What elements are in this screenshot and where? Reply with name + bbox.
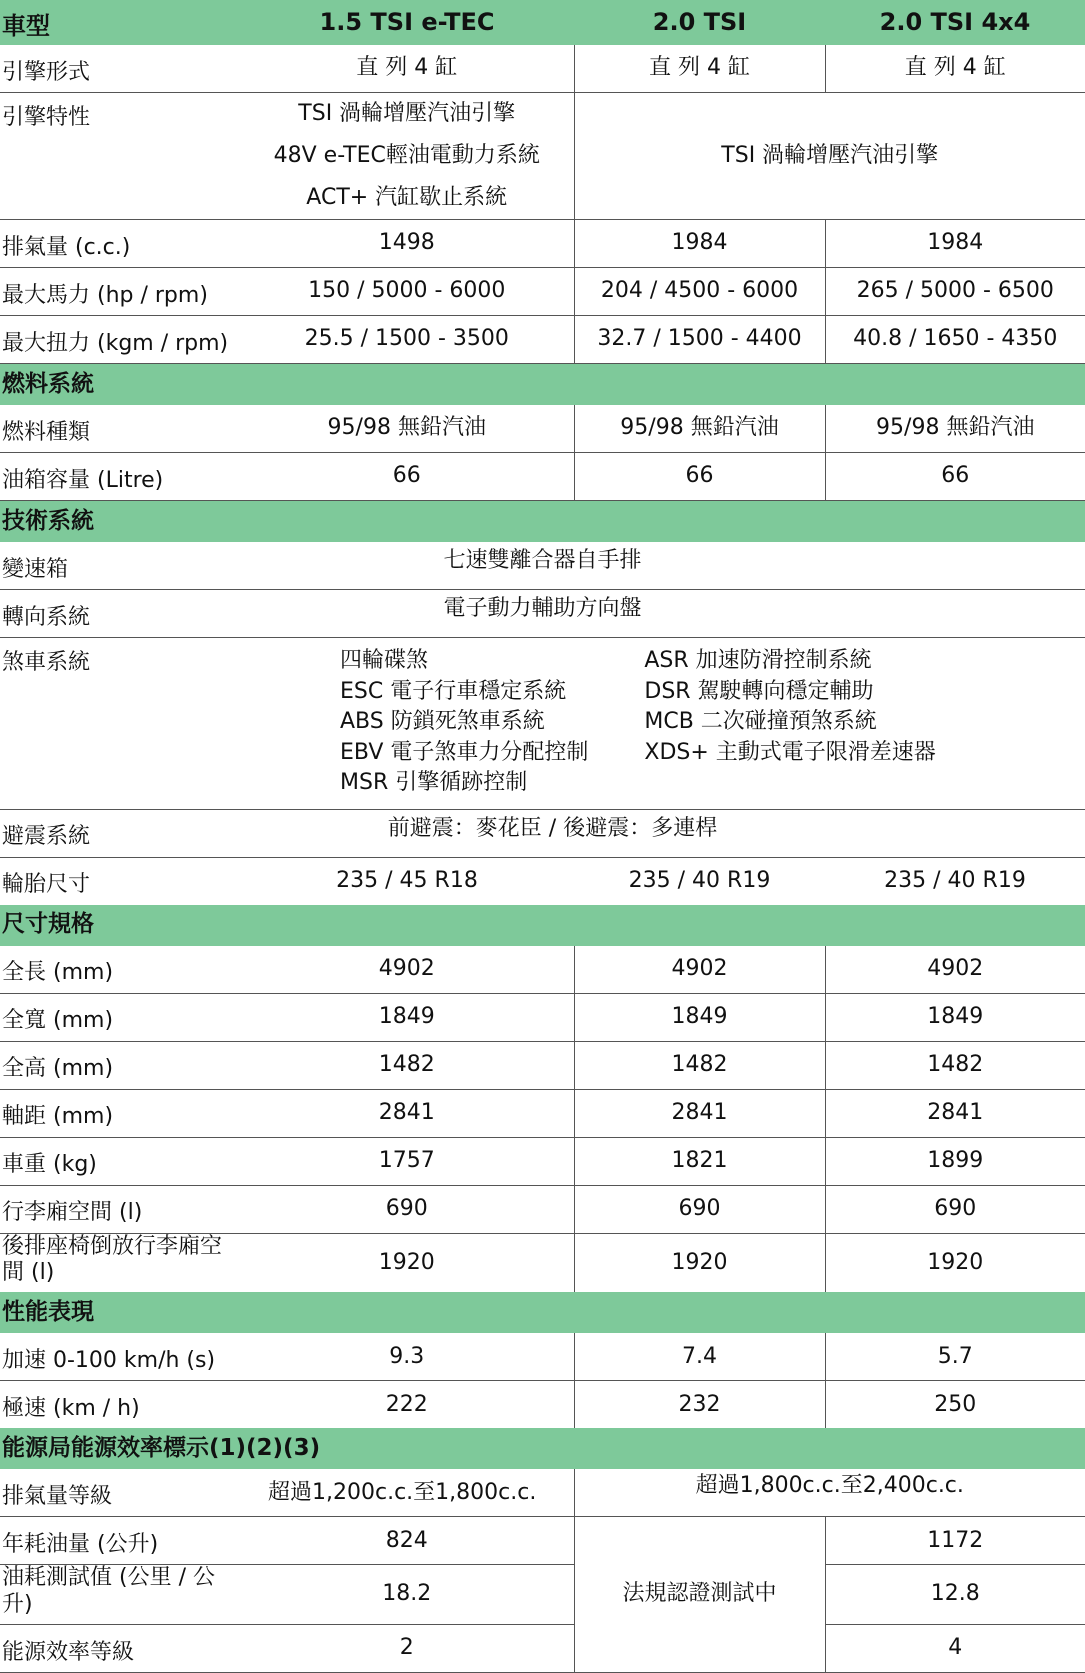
cell-value: 4: [825, 1625, 1085, 1673]
cell-value: 690: [574, 1185, 825, 1233]
section-fuel: [0, 364, 1085, 406]
perf-row: [0, 1381, 1085, 1429]
brake-item: MSR 引擎循跡控制: [340, 770, 528, 795]
row-label: 煞車系統: [0, 638, 240, 810]
annual-fuel-row: [0, 1517, 1085, 1565]
row-label: 加速 0-100 km/h (s): [0, 1333, 240, 1381]
section-dims: [0, 905, 1085, 946]
row-label: 軸距 (mm): [0, 1089, 240, 1137]
cell-value: 18.2: [240, 1565, 574, 1625]
row-label: 後排座椅倒放行李廂空間 (l): [2, 1233, 223, 1285]
cell-value: 法規認證測試中: [574, 1565, 825, 1625]
row-label: 轉向系統: [0, 590, 240, 638]
cell-value: 直 列 4 缸: [825, 45, 1085, 93]
cell-value: 235 / 45 R18: [336, 867, 478, 893]
model-name-2: 2.0 TSI: [574, 0, 825, 45]
displacement-row: [0, 220, 1085, 268]
row-label: 全長 (mm): [0, 946, 240, 994]
brake-item: MCB 二次碰撞預煞系統: [644, 709, 877, 734]
brake-list: [240, 638, 1085, 809]
model-header-label: 車型: [0, 0, 240, 45]
feature-line: 48V e-TEC輕油電動力系統: [273, 143, 540, 168]
brake-row: [0, 638, 1085, 810]
cell-value: 5.7: [825, 1333, 1085, 1381]
cell-value: 1821: [574, 1137, 825, 1185]
fuel-test-row: [0, 1565, 1085, 1625]
cell-value: 95/98 無鉛汽油: [240, 405, 574, 453]
model-name-3: 2.0 TSI 4x4: [825, 0, 1085, 45]
cell-value: 235 / 40 R19: [884, 867, 1026, 893]
dims-row: [0, 1089, 1085, 1137]
perf-row: [0, 1333, 1085, 1381]
cell-value: 2: [240, 1625, 574, 1673]
cell-value: 7.4: [574, 1333, 825, 1381]
cell-value: 250: [825, 1381, 1085, 1429]
brake-item: DSR 駕駛轉向穩定輔助: [644, 678, 874, 704]
row-label: 排氣量等級: [0, 1469, 240, 1517]
cell-value: 66: [825, 453, 1085, 501]
cell-value: 824: [240, 1517, 574, 1565]
cell-value: 32.7 / 1500 - 4400: [574, 316, 825, 364]
steering-value: 電子動力輔助方向盤: [240, 590, 1085, 638]
row-label: 油箱容量 (Litre): [0, 453, 240, 501]
brake-item: ASR 加速防滑控制系統: [644, 648, 872, 673]
cell-value: 1172: [825, 1517, 1085, 1565]
cell-value: 1849: [825, 993, 1085, 1041]
cell-value: 1984: [825, 220, 1085, 268]
row-label: 引擎形式: [0, 45, 240, 93]
cell-value: 2841: [574, 1089, 825, 1137]
section-title: 性能表現: [0, 1292, 1085, 1333]
brake-cell: [240, 638, 1085, 810]
section-tech: [0, 501, 1085, 543]
cell-value: 1849: [240, 993, 574, 1041]
cell-value: 9.3: [240, 1333, 574, 1381]
gearbox-row: [0, 542, 1085, 590]
cell-value: 1920: [574, 1233, 825, 1292]
cell-value: 直 列 4 缸: [240, 45, 574, 93]
dims-row: [0, 946, 1085, 994]
cell-value: 1920: [378, 1249, 435, 1275]
cell-value: 直 列 4 缸: [574, 45, 825, 93]
cell-value: 204 / 4500 - 6000: [574, 268, 825, 316]
tank-row: [0, 453, 1085, 501]
cell-value: 222: [385, 1391, 428, 1417]
row-label: 油耗測試值 (公里 / 公升): [0, 1565, 240, 1625]
cell-value: [240, 1469, 574, 1517]
cell-value: 95/98 無鉛汽油: [825, 405, 1085, 453]
brake-item: ABS 防鎖死煞車系統: [340, 709, 545, 734]
feature-line: TSI 渦輪增壓汽油引擎: [298, 101, 516, 126]
feature-line: ACT+ 汽缸歇止系統: [306, 185, 508, 210]
cell-value: 40.8 / 1650 - 4350: [825, 316, 1085, 364]
row-label: 行李廂空間 (l): [0, 1185, 240, 1233]
cell-empty: [574, 1625, 825, 1673]
brake-item: 四輪碟煞: [340, 648, 429, 673]
cell-value: 1899: [825, 1137, 1085, 1185]
suspension-value: 前避震：麥花臣 / 後避震：多連桿: [240, 809, 1085, 857]
cell-value: 1920: [825, 1233, 1085, 1292]
row-label: 燃料種類: [0, 405, 240, 453]
cell-value: 1482: [574, 1041, 825, 1089]
dims-row: [0, 1233, 1085, 1292]
section-title: 能源局能源效率標示(1)(2)(3): [0, 1428, 1085, 1469]
row-label: 避震系統: [0, 809, 240, 857]
energy-class-row: [0, 1469, 1085, 1517]
row-label: 排氣量 (c.c.): [0, 220, 240, 268]
section-perf: [0, 1292, 1085, 1333]
brake-item: ESC 電子行車穩定系統: [340, 678, 567, 704]
gearbox-value: 七速雙離合器自手排: [240, 542, 1085, 590]
cell-value: 1757: [240, 1137, 574, 1185]
cell-value: 232: [574, 1381, 825, 1429]
row-label: 最大扭力 (kgm / rpm): [0, 316, 240, 364]
model-name-1: 1.5 TSI e-TEC: [240, 0, 574, 45]
energy-grade-row: [0, 1625, 1085, 1673]
row-label: 全高 (mm): [0, 1041, 240, 1089]
cell-value: 1984: [574, 220, 825, 268]
cell-empty: [574, 1517, 825, 1565]
row-label: 車重 (kg): [0, 1137, 240, 1185]
row-label: 輪胎尺寸: [2, 872, 91, 898]
cell-value: 1482: [825, 1041, 1085, 1089]
section-title: 技術系統: [0, 501, 1085, 543]
row-label: 最大馬力 (hp / rpm): [0, 268, 240, 316]
dims-row: [0, 1041, 1085, 1089]
engine-feature-model1: [240, 93, 574, 220]
cell-value: 12.8: [825, 1565, 1085, 1625]
brake-item: XDS+ 主動式電子限滑差速器: [644, 739, 936, 765]
brake-col-1: [340, 646, 588, 799]
row-label: 能源效率等級: [0, 1625, 240, 1673]
cell-value: 2841: [240, 1089, 574, 1137]
row-label: 年耗油量 (公升): [0, 1517, 240, 1565]
dims-row: [0, 993, 1085, 1041]
row-label: 引擎特性: [0, 93, 240, 220]
row-label: 全寬 (mm): [0, 993, 240, 1041]
cell-value: 1498: [240, 220, 574, 268]
fuel-type-row: [0, 405, 1085, 453]
brake-item: EBV 電子煞車力分配控制: [340, 739, 589, 765]
horsepower-row: [0, 268, 1085, 316]
cell-value: 265 / 5000 - 6500: [825, 268, 1085, 316]
suspension-row: [0, 809, 1085, 857]
cell-value: 150 / 5000 - 6000: [240, 268, 574, 316]
cell-value: 4902: [574, 946, 825, 994]
cell-value: 25.5 / 1500 - 3500: [240, 316, 574, 364]
cell-value: 1849: [574, 993, 825, 1041]
cell-value: 690: [240, 1185, 574, 1233]
cell-value: 2841: [825, 1089, 1085, 1137]
energy-class-m23: 超過1,800c.c.至2,400c.c.: [574, 1469, 1085, 1517]
dims-row: [0, 1137, 1085, 1185]
cell-value: 66: [240, 453, 574, 501]
row-label: 極速 (km / h): [2, 1395, 140, 1421]
model-header-row: [0, 0, 1085, 45]
engine-feature-row: [0, 93, 1085, 220]
engine-feature-model23: TSI 渦輪增壓汽油引擎: [574, 93, 1085, 220]
cell-value: 4902: [240, 946, 574, 994]
brake-col-2: [644, 646, 935, 799]
cell-value: 95/98 無鉛汽油: [574, 405, 825, 453]
row-label: 變速箱: [0, 542, 240, 590]
cell-value: 690: [825, 1185, 1085, 1233]
cell-value: 1482: [240, 1041, 574, 1089]
dims-row: [0, 1185, 1085, 1233]
section-title: 燃料系統: [0, 364, 1085, 406]
steering-row: [0, 590, 1085, 638]
cell-value: 4902: [825, 946, 1085, 994]
torque-row: [0, 316, 1085, 364]
cell-value: 235 / 40 R19: [628, 867, 771, 893]
tire-row: [0, 857, 1085, 905]
cell-value: 66: [574, 453, 825, 501]
energy-class-m1: 超過1,200c.c.至1,800c.c.: [268, 1479, 537, 1505]
section-title: 尺寸規格: [0, 905, 1085, 946]
engine-form-row: [0, 45, 1085, 93]
section-energy: [0, 1428, 1085, 1469]
